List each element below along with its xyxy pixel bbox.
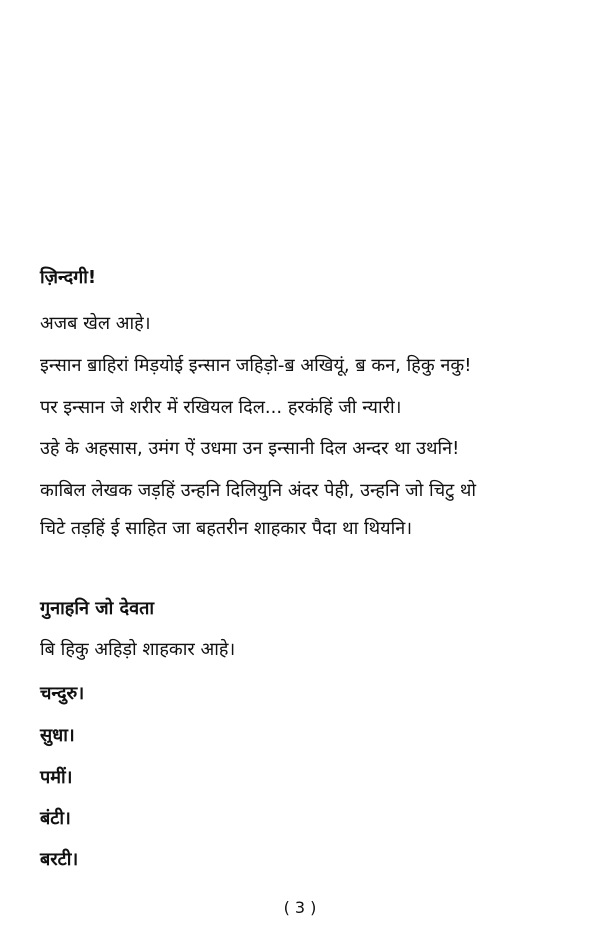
- paragraph-line-6: चिटे तड़हिं ई साहित जा बहतरीन शाहकार पैदा था थियनि।: [40, 518, 413, 539]
- paragraph-line-7: बि हिकु अहिड़ो शाहकार आहे।: [40, 639, 236, 660]
- paragraph-line-2: इन्सान ॿाहिरां मिड़योई इन्सान जहिड़ो-ॿ अखियूं, ॿ कन, हिकु नकु!: [40, 355, 472, 376]
- paragraph-line-1: अजब खेल आहे।: [40, 313, 151, 334]
- character-name: चन्दुरु।: [40, 683, 85, 704]
- paragraph-line-3: पर इन्सान जे शरीर में रखियल दिल... हरकंहिं जी न्यारी।: [40, 397, 402, 418]
- section-heading-zindagi: ज़िन्दगी!: [40, 267, 97, 288]
- page-number: ( 3 ): [283, 898, 317, 917]
- section-heading-gunahani: गुनाहनि जो देवता: [40, 598, 155, 619]
- character-name: बरटी।: [40, 849, 79, 870]
- paragraph-line-4: उहे के अहसास, उमंग ऐं उधमा उन इन्सानी दिल अन्दर था उथनि!: [40, 438, 460, 459]
- character-name: सुधा।: [40, 725, 75, 746]
- character-name: पमीं।: [40, 767, 73, 788]
- paragraph-line-5: काबिल लेखक जड़हिं उन्हनि दिलियुनि अंदर पेही, उन्हनि जो चिटु थो: [40, 480, 477, 501]
- character-name: बंटी।: [40, 808, 71, 829]
